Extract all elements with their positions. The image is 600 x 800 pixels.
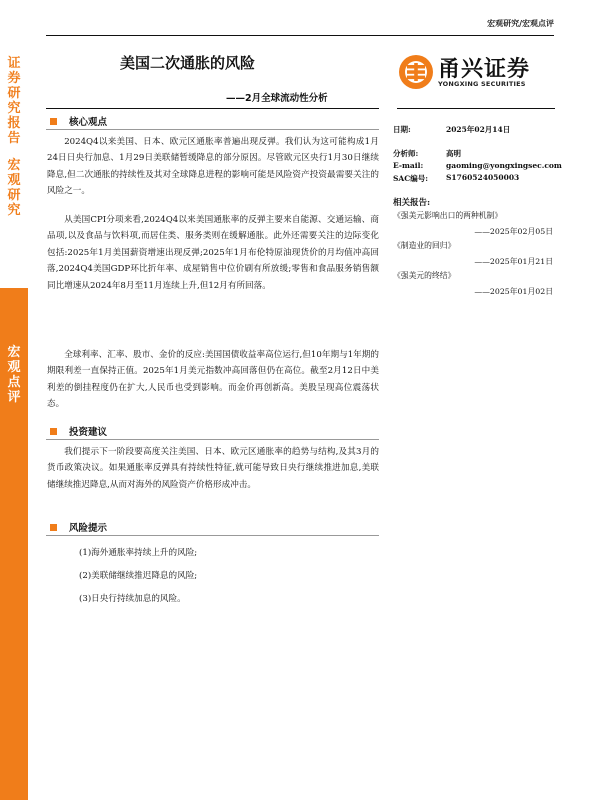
sidebar-band-label — [0, 345, 28, 405]
logo-name-cn: 甬兴证券 — [438, 57, 531, 82]
risk-item: (3)日央行持续加息的风险。 — [79, 594, 186, 604]
related-report-date: ——2025年01月02日 — [474, 287, 553, 296]
header-divider — [46, 35, 554, 36]
report-category: 宏观研究/宏观点评 — [487, 18, 554, 28]
section-heading-core — [50, 114, 107, 128]
page-title: 美国二次通胀的风险 — [120, 54, 256, 72]
logo-name-en: YONGXING SECURITIES — [438, 80, 526, 88]
analyst-label: 分析师: — [393, 149, 419, 158]
sidebar-char: 证 — [7, 56, 21, 71]
core-paragraph-1 — [47, 134, 379, 200]
sidebar-char: 点 — [7, 375, 21, 390]
sidebar-top-vertical — [0, 56, 28, 218]
advice-p1-text: 我们提示下一阶段要高度关注美国、日本、欧元区通胀率的趋势与结构,及其3月的货币政策决议。如果通胀率反弹具有持续性特征,就可能导致日央行继续推进加息,美联储继续推迟降息,从而对海外的风险资产价格形成冲击。 — [47, 447, 379, 490]
related-title: 相关报告: — [393, 198, 431, 208]
date-value: 2025年02月14日 — [446, 125, 511, 134]
sidebar-char: 研 — [7, 188, 21, 203]
related-report-link[interactable]: 《强美元的终结》 — [393, 271, 456, 280]
page-subtitle: ——2月全球流动性分析 — [226, 93, 328, 104]
sidebar-char: 宏 — [7, 158, 21, 173]
section-divider-advice — [46, 439, 379, 440]
section-heading-advice-text: 投资建议 — [69, 427, 108, 438]
title-divider — [46, 108, 379, 109]
sidebar-char: 券 — [7, 71, 21, 86]
sidebar-char: 究 — [7, 203, 21, 218]
related-report-link[interactable]: 《制造业的回归》 — [393, 241, 456, 250]
related-report-date: ——2025年01月21日 — [474, 257, 553, 266]
core-paragraph-3 — [47, 347, 379, 413]
logo-divider — [397, 108, 555, 109]
email-label: E-mail: — [393, 161, 424, 170]
section-divider-risk — [46, 535, 379, 536]
core-p2-text: 从美国CPI分项来看,2024Q4以来美国通胀率的反弹主要来自能源、交通运输、商品项,以及食品与饮料项,而居住类、服务类则在缓解通胀。此外还需要关注的边际变化包括:2025年1月美国薪资增速出现反弹;2025年1月布伦特原油现货价的月均值冲高回落,2024Q4美国GDP环比折年率、成屋销售中位价刷有所放缓;零售和食品服务销售额同比增速从2024年8月至11月连续上升,但12月有所回落。 — [47, 215, 379, 291]
orange-square-icon — [50, 118, 57, 125]
sidebar-char: 报 — [7, 116, 21, 131]
sidebar-char: 研 — [7, 86, 21, 101]
email-value[interactable]: gaoming@yongxingsec.com — [446, 161, 562, 170]
section-heading-risk-text: 风险提示 — [69, 523, 108, 534]
sidebar-char: 告 — [7, 131, 21, 146]
sidebar-char: 究 — [7, 101, 21, 116]
related-report-link[interactable]: 《强美元影响出口的两种机制》 — [393, 211, 503, 220]
orange-square-icon — [50, 524, 57, 531]
sidebar-char: 评 — [7, 390, 21, 405]
sidebar-band-vertical — [0, 345, 28, 405]
sidebar-top-label — [0, 56, 28, 218]
sac-value: S1760524050003 — [446, 173, 520, 182]
section-divider-core — [46, 129, 379, 130]
sac-label: SAC编号: — [393, 174, 428, 183]
analyst-value: 高明 — [446, 149, 461, 158]
orange-square-icon — [50, 428, 57, 435]
risk-item: (2)美联储继续推迟降息的风险; — [79, 571, 198, 581]
sidebar-char: 观 — [7, 360, 21, 375]
risk-item: (1)海外通胀率持续上升的风险; — [79, 548, 198, 558]
core-paragraph-2 — [47, 212, 379, 294]
date-label: 日期: — [393, 125, 411, 134]
sidebar-char: 宏 — [7, 345, 21, 360]
section-heading-risk — [50, 520, 107, 534]
section-heading-core-text: 核心观点 — [69, 117, 108, 128]
core-p3-text: 全球利率、汇率、股市、金价的反应:美国国债收益率高位运行,但10年期与1年期的期限利差一直保持正值。2025年1月美元指数冲高回落但仍在高位。截至2月12日中美利差的倒挂程度仍在扩大,人民币也受到影响。而金价再创新高。美股呈现高位震荡状态。 — [47, 350, 379, 410]
advice-paragraph — [47, 444, 379, 493]
related-report-date: ——2025年02月05日 — [474, 227, 553, 236]
core-p1-text: 2024Q4以来美国、日本、欧元区通胀率普遍出现反弹。我们认为这可能构成1月24日日央行加息、1月29日美联储暂缓降息的部分原因。尽管欧元区央行1月30日继续降息,但二次通胀的持续性及其对全球降息进程的影响可能是风险资产投资最需要关注的风险之一。 — [47, 137, 379, 197]
section-heading-advice — [50, 424, 107, 438]
sidebar-char: 观 — [7, 173, 21, 188]
logo-mark-icon — [398, 54, 434, 90]
